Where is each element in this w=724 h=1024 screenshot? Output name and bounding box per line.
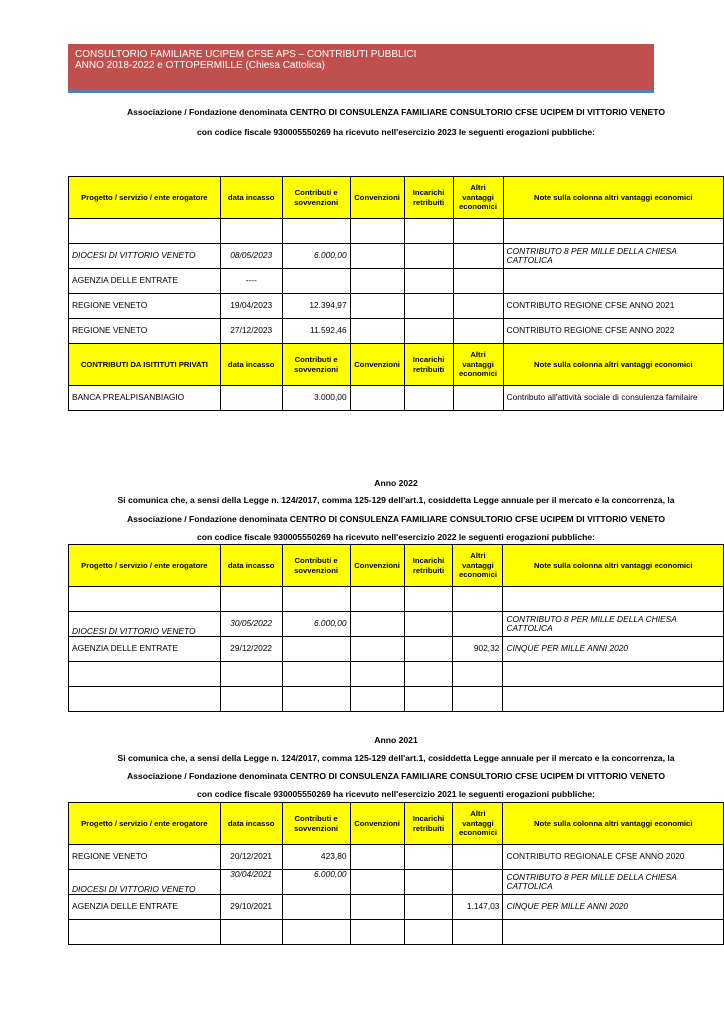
cell-ente: AGENZIA DELLE ENTRATE xyxy=(69,269,221,294)
cell-note: CONTRIBUTO REGIONALE CFSE ANNO 2020 xyxy=(503,845,724,870)
cell-data: 29/12/2022 xyxy=(220,637,282,662)
cell-altri: 902,32 xyxy=(453,637,503,662)
table-row xyxy=(69,244,724,269)
table-header-row xyxy=(69,177,724,219)
header-note: Note sulla colonna altri vantaggi economici xyxy=(503,344,723,386)
cell-note: CONTRIBUTO 8 PER MILLE DELLA CHIESA CATTOLICA xyxy=(503,244,723,269)
cell-altri: 1.147,03 xyxy=(453,895,503,920)
table-row xyxy=(69,845,724,870)
intro-2022-line0: Si comunica che, a sensi della Legge n. 124/2017, comma 125-129 dell'art.1, cosiddetta Legge annuale per il mercato e la concorrenza, la xyxy=(117,495,675,505)
header-data: data incasso xyxy=(220,803,282,845)
cell-ente: DIOCESI DI VITTORIO VENETO xyxy=(69,612,221,637)
table-header-row xyxy=(69,803,724,845)
table-row xyxy=(69,687,724,712)
header-convenzioni: Convenzioni xyxy=(350,344,404,386)
cell-data: 19/04/2023 xyxy=(220,294,282,319)
cell-note: CINQUE PER MILLE ANNI 2020 xyxy=(503,895,724,920)
cell-data: ---- xyxy=(220,269,282,294)
table-2022 xyxy=(68,544,724,712)
table-row xyxy=(69,294,724,319)
cell-contributi: 423,80 xyxy=(282,845,350,870)
cell-note: CONTRIBUTO REGIONE CFSE ANNO 2022 xyxy=(503,319,723,344)
intro-2021-line1: Associazione / Fondazione denominata CENTRO DI CONSULENZA FAMILIARE CONSULTORIO CFSE UCIPEM DI VITTORIO VENETO xyxy=(126,771,666,781)
header-note: Note sulla colonna altri vantaggi economici xyxy=(503,177,723,219)
intro-2021-line0: Si comunica che, a sensi della Legge n. 124/2017, comma 125-129 dell'art.1, cosiddetta Legge annuale per il mercato e la concorrenza, la xyxy=(117,753,675,763)
banner-subtitle: ANNO 2018-2022 e OTTOPERMILLE (Chiesa Cattolica) xyxy=(75,60,325,71)
header-note: Note sulla colonna altri vantaggi economici xyxy=(503,803,724,845)
cell-contributi: 6.000,00 xyxy=(282,870,350,895)
header-ente: Progetto / servizio / ente erogatore xyxy=(69,545,221,587)
cell-ente: AGENZIA DELLE ENTRATE xyxy=(69,637,221,662)
header-altri: Altri vantaggi economici xyxy=(453,177,503,219)
title-2021: Anno 2021 xyxy=(374,735,418,745)
header-ente: Progetto / servizio / ente erogatore xyxy=(69,177,221,219)
intro-2021-line2: con codice fiscale 930005550269 ha ricevuto nell'esercizio 2021 le seguenti erogazioni pubbliche: xyxy=(196,789,595,799)
header-contributi: Contributi e sovvenzioni xyxy=(282,177,350,219)
table-2021 xyxy=(68,802,724,945)
header-data: data incasso xyxy=(220,177,282,219)
header-ente: Progetto / servizio / ente erogatore xyxy=(69,803,221,845)
table-header-row xyxy=(69,545,724,587)
cell-contributi: 12.394,97 xyxy=(282,294,350,319)
cell-contributi: 11.592,46 xyxy=(282,319,350,344)
table-row xyxy=(69,612,724,637)
header-note: Note sulla colonna altri vantaggi economici xyxy=(503,545,724,587)
header-incarichi: Incarichi retribuiti xyxy=(404,803,453,845)
document-banner xyxy=(68,44,654,90)
header-contributi: Contributi e sovvenzioni xyxy=(282,545,350,587)
cell-data: 30/05/2022 xyxy=(220,612,282,637)
title-2022: Anno 2022 xyxy=(374,478,418,488)
cell-data: 27/12/2023 xyxy=(220,319,282,344)
table-row xyxy=(69,219,724,244)
cell-ente: AGENZIA DELLE ENTRATE xyxy=(69,895,221,920)
cell-ente: REGIONE VENETO xyxy=(69,845,221,870)
cell-note: Contributo all'attività sociale di consulenza familaire xyxy=(503,386,723,411)
cell-contributi: 3.000,00 xyxy=(282,386,350,411)
header-private: CONTRIBUTI DA ISITITUTI PRIVATI xyxy=(69,344,221,386)
banner-title: CONSULTORIO FAMILIARE UCIPEM CFSE APS – CONTRIBUTI PUBBLICI xyxy=(75,49,417,60)
intro-2022-line1: Associazione / Fondazione denominata CENTRO DI CONSULENZA FAMILIARE CONSULTORIO CFSE UCIPEM DI VITTORIO VENETO xyxy=(126,514,666,524)
table-row xyxy=(69,269,724,294)
cell-contributi: 6.000,00 xyxy=(282,244,350,269)
cell-ente: REGIONE VENETO xyxy=(69,294,221,319)
header-convenzioni: Convenzioni xyxy=(350,545,404,587)
cell-data: 20/12/2021 xyxy=(220,845,282,870)
table-row xyxy=(69,870,724,895)
cell-data: 30/04/2021 xyxy=(220,870,282,895)
intro-2023-line1: Associazione / Fondazione denominata CENTRO DI CONSULENZA FAMILIARE CONSULTORIO CFSE UCIPEM DI VITTORIO VENETO xyxy=(126,107,666,117)
table-row xyxy=(69,319,724,344)
cell-contributi: 6.000,00 xyxy=(282,612,350,637)
cell-note: CINQUE PER MILLE ANNI 2020 xyxy=(503,637,724,662)
cell-data: 29/10/2021 xyxy=(220,895,282,920)
cell-ente: REGIONE VENETO xyxy=(69,319,221,344)
table-header-row-private xyxy=(69,344,724,386)
cell-data: 08/05/2023 xyxy=(220,244,282,269)
intro-2023-line2: con codice fiscale 930005550269 ha ricevuto nell'esercizio 2023 le seguenti erogazioni pubbliche: xyxy=(196,127,595,137)
header-contributi: Contributi e sovvenzioni xyxy=(282,344,350,386)
cell-note: CONTRIBUTO 8 PER MILLE DELLA CHIESA CATTOLICA xyxy=(503,870,724,895)
header-data: data incasso xyxy=(220,344,282,386)
table-row xyxy=(69,895,724,920)
table-row xyxy=(69,662,724,687)
header-altri: Altri vantaggi economici xyxy=(453,344,503,386)
header-incarichi: Incarichi retribuiti xyxy=(404,344,453,386)
header-convenzioni: Convenzioni xyxy=(350,803,404,845)
header-contributi: Contributi e sovvenzioni xyxy=(282,803,350,845)
cell-note: CONTRIBUTO 8 PER MILLE DELLA CHIESA CATTOLICA xyxy=(503,612,724,637)
table-row xyxy=(69,386,724,411)
cell-ente: DIOCESI DI VITTORIO VENETO xyxy=(69,870,221,895)
table-row xyxy=(69,637,724,662)
header-incarichi: Incarichi retribuiti xyxy=(404,545,453,587)
cell-ente: BANCA PREALPISANBIAGIO xyxy=(69,386,221,411)
header-altri: Altri vantaggi economici xyxy=(453,803,503,845)
cell-note: CONTRIBUTO REGIONE CFSE ANNO 2021 xyxy=(503,294,723,319)
table-row xyxy=(69,920,724,945)
header-data: data incasso xyxy=(220,545,282,587)
cell-ente: DIOCESI DI VITTORIO VENETO xyxy=(69,244,221,269)
header-incarichi: Incarichi retribuiti xyxy=(404,177,453,219)
banner-rule xyxy=(68,90,654,93)
intro-2022-line2: con codice fiscale 930005550269 ha ricevuto nell'esercizio 2022 le seguenti erogazioni pubbliche: xyxy=(196,532,595,542)
table-row xyxy=(69,587,724,612)
header-convenzioni: Convenzioni xyxy=(350,177,404,219)
header-altri: Altri vantaggi economici xyxy=(453,545,503,587)
table-2023 xyxy=(68,176,724,411)
